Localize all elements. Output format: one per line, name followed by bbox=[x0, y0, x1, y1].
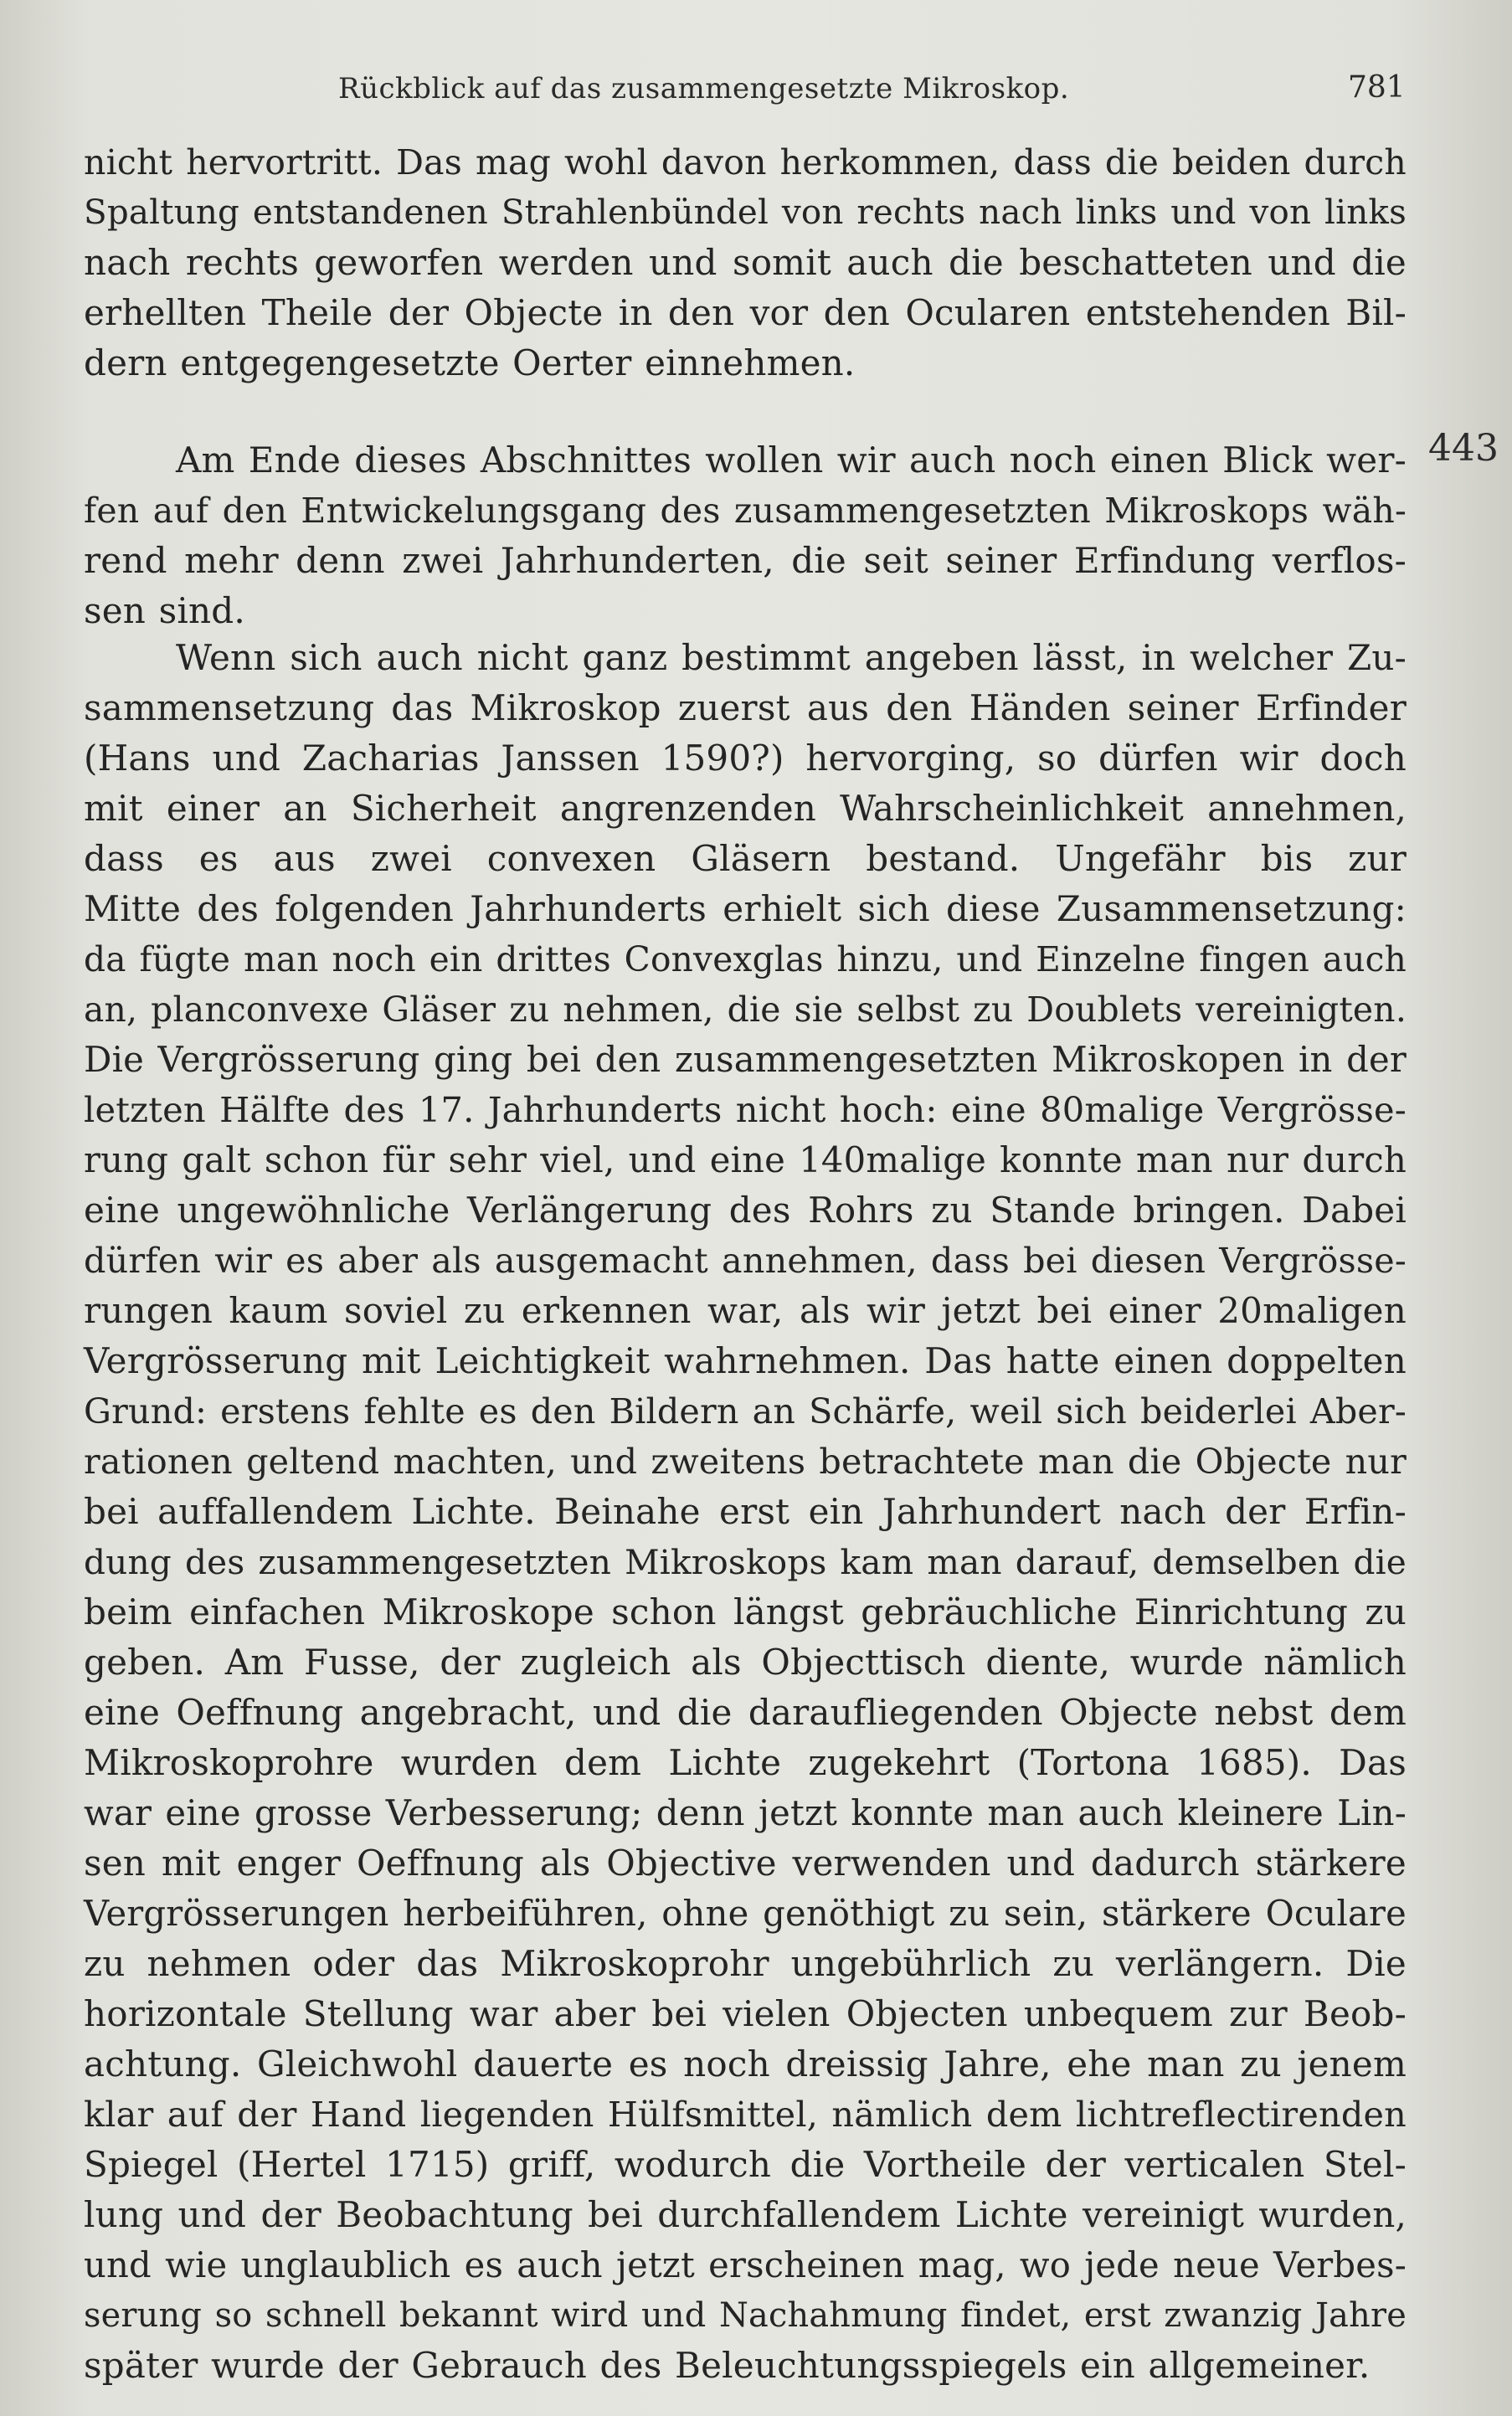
text-line: eine ungewöhnliche Verlängerung des Rohrs zu Stande bringen. Dabei bbox=[84, 1190, 1407, 1231]
text-line: (Hans und Zacharias Janssen 1590?) hervorging, so dürfen wir doch bbox=[84, 738, 1407, 779]
text-line: horizontale Stellung war aber bei vielen Objecten unbequem zur Beob- bbox=[84, 1993, 1407, 2034]
text-line: rung galt schon für sehr viel, und eine 140malige konnte man nur durch bbox=[84, 1139, 1407, 1180]
text-line: Grund: erstens fehlte es den Bildern an Schärfe, weil sich beiderlei Aber- bbox=[84, 1391, 1407, 1432]
text-line: rend mehr denn zwei Jahrhunderten, die seit seiner Erfindung verflos- bbox=[84, 540, 1407, 581]
text-line: Mitte des folgenden Jahrhunderts erhielt sich diese Zusammensetzung: bbox=[84, 888, 1407, 929]
text-line: klar auf der Hand liegenden Hülfsmittel, nämlich dem lichtreflectirenden bbox=[84, 2095, 1407, 2135]
text-line: und wie unglaublich es auch jetzt erscheinen mag, wo jede neue Verbes- bbox=[84, 2244, 1407, 2285]
text-line: sammensetzung das Mikroskop zuerst aus den Händen seiner Erfinder bbox=[84, 687, 1407, 728]
text-line: letzten Hälfte des 17. Jahrhunderts nicht hoch: eine 80malige Vergrösse- bbox=[84, 1089, 1407, 1130]
text-line: rungen kaum soviel zu erkennen war, als wir jetzt bei einer 20maligen bbox=[84, 1290, 1407, 1331]
text-line: erhellten Theile der Objecte in den vor den Ocularen entstehenden Bil- bbox=[84, 292, 1407, 333]
text-line: beim einfachen Mikroskope schon längst gebräuchliche Einrichtung zu bbox=[84, 1591, 1407, 1632]
text-line: nach rechts geworfen werden und somit auch die beschatteten und die bbox=[84, 242, 1407, 283]
page-header bbox=[0, 72, 1512, 122]
paragraph-intro-history bbox=[84, 435, 1407, 636]
text-line: Wenn sich auch nicht ganz bestimmt angeben lässt, in welcher Zu- bbox=[176, 637, 1407, 678]
text-line: achtung. Gleichwohl dauerte es noch dreissig Jahre, ehe man zu jenem bbox=[84, 2043, 1407, 2084]
text-line: lung und der Beobachtung bei durchfallendem Lichte vereinigt wurden, bbox=[84, 2194, 1407, 2235]
paragraph-microscope-history bbox=[84, 633, 1407, 2391]
text-line: bei auffallendem Lichte. Beinahe erst ein Jahrhundert nach der Erfin- bbox=[84, 1491, 1407, 1532]
text-line: dung des zusammengesetzten Mikroskops kam man darauf, demselben die bbox=[84, 1542, 1407, 1582]
text-line: dass es aus zwei convexen Gläsern bestand. Ungefähr bis zur bbox=[84, 838, 1407, 879]
text-line: fen auf den Entwickelungsgang des zusammengesetzten Mikroskops wäh- bbox=[84, 491, 1407, 531]
text-line: serung so schnell bekannt wird und Nachahmung findet, erst zwanzig Jahre bbox=[84, 2296, 1407, 2335]
text-line: Mikroskoprohre wurden dem Lichte zugekehrt (Tortona 1685). Das bbox=[84, 1742, 1407, 1783]
text-line: später wurde der Gebrauch des Beleuchtungsspiegels ein allgemeiner. bbox=[84, 2345, 1371, 2386]
text-line: mit einer an Sicherheit angrenzenden Wahrscheinlichkeit annehmen, bbox=[84, 788, 1407, 829]
paragraph-continuation bbox=[84, 137, 1407, 388]
text-line: Die Vergrösserung ging bei den zusammengesetzten Mikroskopen in der bbox=[84, 1039, 1407, 1080]
text-line: geben. Am Fusse, der zugleich als Objecttisch diente, wurde nämlich bbox=[84, 1642, 1407, 1683]
page-number: 781 bbox=[1348, 70, 1406, 105]
text-line: da fügte man noch ein drittes Convexglas hinzu, und Einzelne fingen auch bbox=[84, 939, 1407, 979]
text-line: dürfen wir es aber als ausgemacht annehmen, dass bei diesen Vergrösse- bbox=[84, 1241, 1407, 1281]
text-line: rationen geltend machten, und zweitens betrachtete man die Objecte nur bbox=[84, 1442, 1407, 1482]
text-line: sen sind. bbox=[84, 590, 245, 631]
text-line: Vergrösserung mit Leichtigkeit wahrnehmen. Das hatte einen doppelten bbox=[84, 1340, 1407, 1381]
text-line: Spiegel (Hertel 1715) griff, wodurch die Vortheile der verticalen Stel- bbox=[84, 2144, 1407, 2185]
text-line: zu nehmen oder das Mikroskoprohr ungebührlich zu verlängern. Die bbox=[84, 1943, 1407, 1984]
text-line: nicht hervortritt. Das mag wohl davon herkommen, dass die beiden durch bbox=[84, 142, 1407, 182]
running-title: Rückblick auf das zusammengesetzte Mikroskop. bbox=[338, 72, 1070, 105]
text-line: Spaltung entstandenen Strahlenbündel von rechts nach links und von links bbox=[84, 193, 1407, 232]
text-line: dern entgegengesetzte Oerter einnehmen. bbox=[84, 342, 856, 383]
text-line: Vergrösserungen herbeiführen, ohne genöthigt zu sein, stärkere Oculare bbox=[84, 1893, 1407, 1934]
text-line: war eine grosse Verbesserung; denn jetzt konnte man auch kleinere Lin- bbox=[84, 1792, 1407, 1833]
text-line: sen mit enger Oeffnung als Objective verwenden und dadurch stärkere bbox=[84, 1843, 1407, 1884]
text-line: Am Ende dieses Abschnittes wollen wir auch noch einen Blick wer- bbox=[176, 440, 1407, 481]
margin-section-number: 443 bbox=[1428, 427, 1499, 470]
text-line: eine Oeffnung angebracht, und die daraufliegenden Objecte nebst dem bbox=[84, 1692, 1407, 1733]
text-line: an, planconvexe Gläser zu nehmen, die sie selbst zu Doublets vereinigten. bbox=[84, 990, 1407, 1030]
